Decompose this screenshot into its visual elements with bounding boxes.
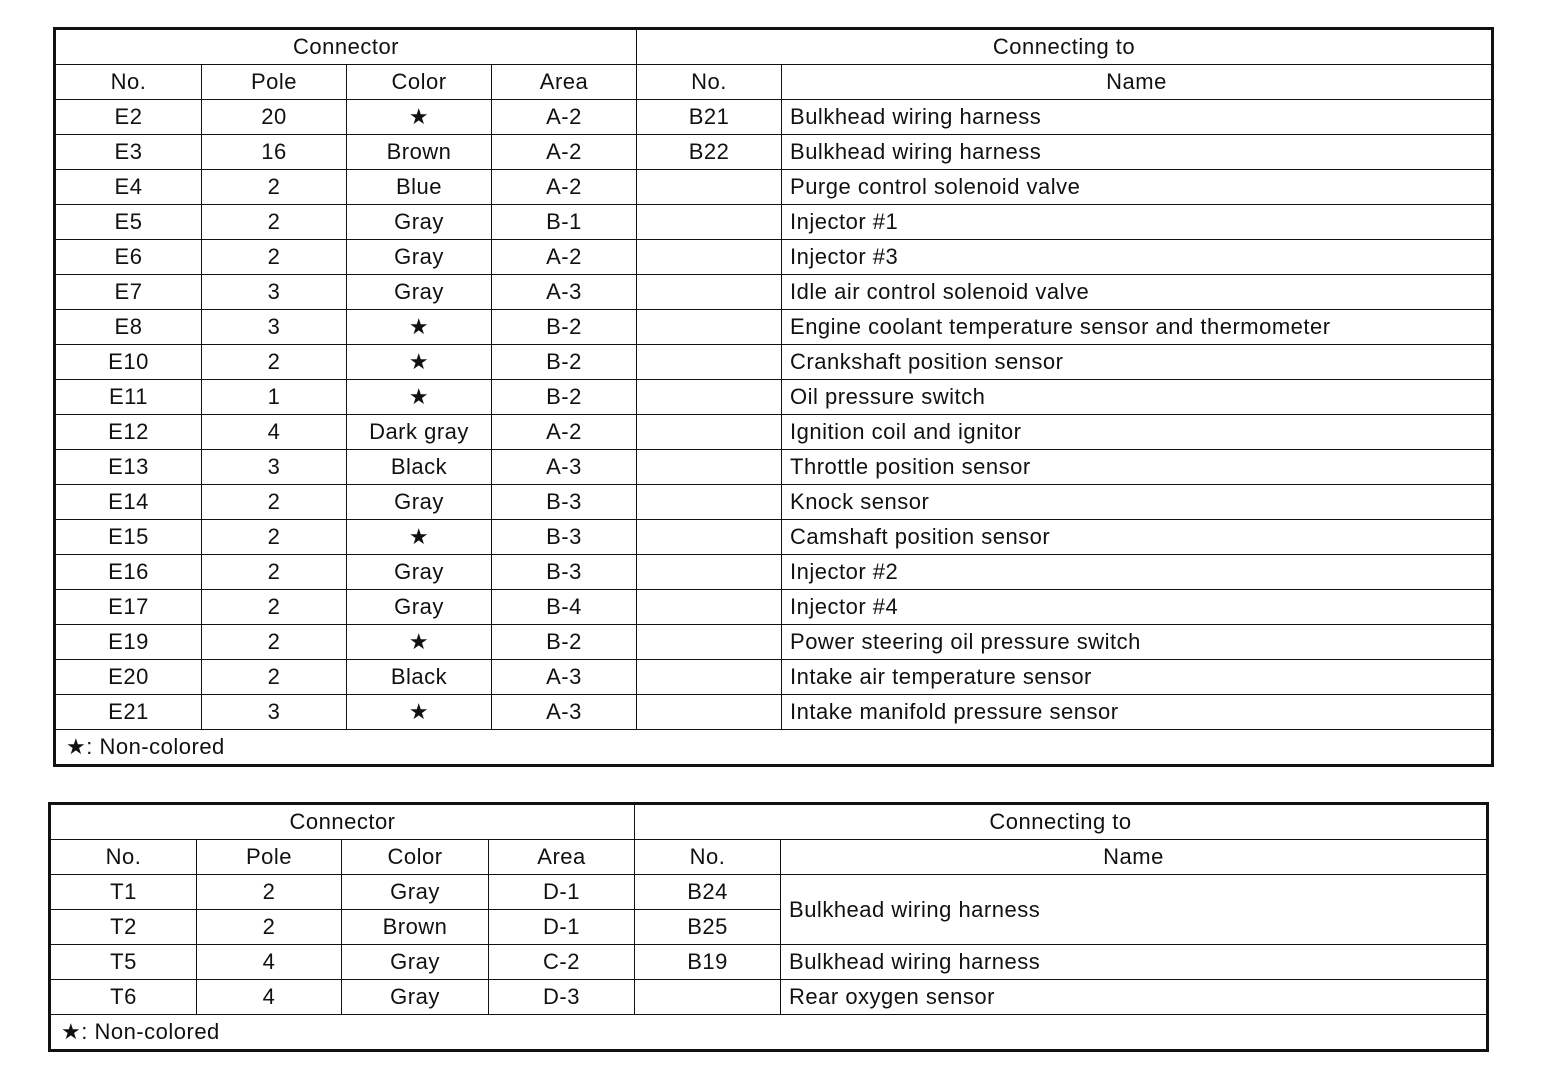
connector-color: Gray xyxy=(347,555,492,590)
table-row xyxy=(55,275,1493,310)
connector-color: Gray xyxy=(347,240,492,275)
area: A-2 xyxy=(492,240,637,275)
area: D-3 xyxy=(489,980,635,1015)
table-row xyxy=(55,170,1493,205)
connector-color: Gray xyxy=(347,590,492,625)
connecting-name: Bulkhead wiring harness xyxy=(781,875,1488,945)
connecting-no xyxy=(635,980,781,1015)
area: D-1 xyxy=(489,875,635,910)
table-row xyxy=(50,875,1488,910)
connecting-no xyxy=(637,345,782,380)
connector-no: E2 xyxy=(55,100,202,135)
connector-color: Brown xyxy=(342,910,489,945)
conn-no-header: No. xyxy=(635,840,781,875)
area: B-3 xyxy=(492,555,637,590)
area: A-2 xyxy=(492,100,637,135)
table-row xyxy=(55,625,1493,660)
table-row xyxy=(50,945,1488,980)
connecting-to-header: Connecting to xyxy=(637,29,1493,65)
area: A-3 xyxy=(492,275,637,310)
connector-no: E8 xyxy=(55,310,202,345)
connecting-name: Throttle position sensor xyxy=(782,450,1493,485)
table-row xyxy=(55,695,1493,730)
connector-no: T1 xyxy=(50,875,197,910)
connector-no: E21 xyxy=(55,695,202,730)
connecting-no: B25 xyxy=(635,910,781,945)
connecting-name: Bulkhead wiring harness xyxy=(782,100,1493,135)
connector-no: E3 xyxy=(55,135,202,170)
non-colored-note: ★: Non-colored xyxy=(50,1015,1488,1051)
connector-table-t xyxy=(48,802,1489,1052)
no-header: No. xyxy=(50,840,197,875)
pole-count: 4 xyxy=(202,415,347,450)
table-row xyxy=(50,980,1488,1015)
connecting-name: Ignition coil and ignitor xyxy=(782,415,1493,450)
pole-count: 3 xyxy=(202,310,347,345)
table-row xyxy=(55,135,1493,170)
table-row xyxy=(55,590,1493,625)
connecting-no xyxy=(637,275,782,310)
connecting-no xyxy=(637,485,782,520)
connector-color: Black xyxy=(347,450,492,485)
pole-count: 2 xyxy=(202,485,347,520)
connecting-no xyxy=(637,310,782,345)
connecting-no xyxy=(637,415,782,450)
non-colored-note: ★: Non-colored xyxy=(55,730,1493,766)
connecting-name: Purge control solenoid valve xyxy=(782,170,1493,205)
connector-color: ★ xyxy=(347,380,492,415)
table-row xyxy=(55,660,1493,695)
connector-color: ★ xyxy=(347,520,492,555)
connecting-no xyxy=(637,555,782,590)
area-header: Area xyxy=(492,65,637,100)
connector-no: T6 xyxy=(50,980,197,1015)
connector-no: E20 xyxy=(55,660,202,695)
pole-count: 3 xyxy=(202,450,347,485)
connector-no: T2 xyxy=(50,910,197,945)
connecting-name: Knock sensor xyxy=(782,485,1493,520)
connecting-no xyxy=(637,240,782,275)
connecting-name: Engine coolant temperature sensor and thermometer xyxy=(782,310,1493,345)
connecting-no: B21 xyxy=(637,100,782,135)
connecting-name: Bulkhead wiring harness xyxy=(781,945,1488,980)
area: B-2 xyxy=(492,380,637,415)
connecting-name: Oil pressure switch xyxy=(782,380,1493,415)
connector-color: Dark gray xyxy=(347,415,492,450)
table-row xyxy=(55,520,1493,555)
connecting-no xyxy=(637,520,782,555)
no-header: No. xyxy=(55,65,202,100)
connector-color: Gray xyxy=(342,875,489,910)
connecting-name: Idle air control solenoid valve xyxy=(782,275,1493,310)
table-row xyxy=(55,100,1493,135)
connecting-no xyxy=(637,170,782,205)
area: C-2 xyxy=(489,945,635,980)
connecting-no xyxy=(637,590,782,625)
color-header: Color xyxy=(342,840,489,875)
connecting-name: Power steering oil pressure switch xyxy=(782,625,1493,660)
color-header: Color xyxy=(347,65,492,100)
table-row xyxy=(55,380,1493,415)
connector-color: ★ xyxy=(347,310,492,345)
connecting-no: B19 xyxy=(635,945,781,980)
pole-count: 2 xyxy=(197,875,342,910)
pole-count: 2 xyxy=(197,910,342,945)
area: A-3 xyxy=(492,695,637,730)
area: D-1 xyxy=(489,910,635,945)
connector-color: Gray xyxy=(342,945,489,980)
connector-color: ★ xyxy=(347,695,492,730)
connecting-name: Injector #3 xyxy=(782,240,1493,275)
connecting-name: Injector #4 xyxy=(782,590,1493,625)
pole-count: 4 xyxy=(197,945,342,980)
connector-header: Connector xyxy=(55,29,637,65)
connecting-name: Crankshaft position sensor xyxy=(782,345,1493,380)
area: B-2 xyxy=(492,345,637,380)
connecting-name: Bulkhead wiring harness xyxy=(782,135,1493,170)
connector-no: E5 xyxy=(55,205,202,240)
connector-no: E14 xyxy=(55,485,202,520)
area: A-2 xyxy=(492,135,637,170)
pole-count: 2 xyxy=(202,170,347,205)
connector-no: E12 xyxy=(55,415,202,450)
pole-count: 1 xyxy=(202,380,347,415)
connecting-no: B22 xyxy=(637,135,782,170)
pole-count: 3 xyxy=(202,695,347,730)
pole-count: 4 xyxy=(197,980,342,1015)
pole-count: 3 xyxy=(202,275,347,310)
connecting-name: Injector #2 xyxy=(782,555,1493,590)
pole-count: 2 xyxy=(202,590,347,625)
connector-color: Gray xyxy=(347,485,492,520)
name-header: Name xyxy=(781,840,1488,875)
connector-no: E4 xyxy=(55,170,202,205)
connecting-no xyxy=(637,625,782,660)
connecting-name: Rear oxygen sensor xyxy=(781,980,1488,1015)
connector-color: Black xyxy=(347,660,492,695)
connector-no: E7 xyxy=(55,275,202,310)
pole-count: 2 xyxy=(202,625,347,660)
connecting-name: Camshaft position sensor xyxy=(782,520,1493,555)
connector-no: E10 xyxy=(55,345,202,380)
connecting-no xyxy=(637,205,782,240)
connector-color: Gray xyxy=(342,980,489,1015)
area: B-1 xyxy=(492,205,637,240)
connector-color: Gray xyxy=(347,275,492,310)
table-row xyxy=(55,485,1493,520)
connector-no: E13 xyxy=(55,450,202,485)
table-row xyxy=(55,450,1493,485)
connector-no: T5 xyxy=(50,945,197,980)
pole-count: 2 xyxy=(202,205,347,240)
connector-color: ★ xyxy=(347,625,492,660)
connecting-no xyxy=(637,660,782,695)
name-header: Name xyxy=(782,65,1493,100)
connector-color: Blue xyxy=(347,170,492,205)
pole-count: 2 xyxy=(202,660,347,695)
area: B-2 xyxy=(492,310,637,345)
table-row xyxy=(55,205,1493,240)
area: A-2 xyxy=(492,415,637,450)
connecting-name: Injector #1 xyxy=(782,205,1493,240)
connecting-name: Intake air temperature sensor xyxy=(782,660,1493,695)
connector-table-e xyxy=(53,27,1494,767)
connecting-to-header: Connecting to xyxy=(635,804,1488,840)
table-row xyxy=(55,310,1493,345)
connecting-name: Intake manifold pressure sensor xyxy=(782,695,1493,730)
area: B-3 xyxy=(492,520,637,555)
pole-count: 2 xyxy=(202,240,347,275)
connecting-no xyxy=(637,380,782,415)
table-row xyxy=(55,555,1493,590)
area: B-2 xyxy=(492,625,637,660)
pole-header: Pole xyxy=(197,840,342,875)
area: B-3 xyxy=(492,485,637,520)
area: B-4 xyxy=(492,590,637,625)
pole-count: 20 xyxy=(202,100,347,135)
area: A-3 xyxy=(492,660,637,695)
connecting-no xyxy=(637,450,782,485)
pole-count: 2 xyxy=(202,555,347,590)
area: A-3 xyxy=(492,450,637,485)
connector-no: E11 xyxy=(55,380,202,415)
connector-color: ★ xyxy=(347,100,492,135)
table-row xyxy=(55,345,1493,380)
connector-no: E6 xyxy=(55,240,202,275)
connector-header: Connector xyxy=(50,804,635,840)
pole-count: 2 xyxy=(202,520,347,555)
area: A-2 xyxy=(492,170,637,205)
connector-no: E15 xyxy=(55,520,202,555)
connecting-no xyxy=(637,695,782,730)
connecting-no: B24 xyxy=(635,875,781,910)
connector-no: E17 xyxy=(55,590,202,625)
connector-color: ★ xyxy=(347,345,492,380)
pole-count: 2 xyxy=(202,345,347,380)
connector-color: Gray xyxy=(347,205,492,240)
connector-no: E16 xyxy=(55,555,202,590)
table-row xyxy=(55,240,1493,275)
connector-no: E19 xyxy=(55,625,202,660)
table-row xyxy=(55,415,1493,450)
area-header: Area xyxy=(489,840,635,875)
pole-count: 16 xyxy=(202,135,347,170)
connector-color: Brown xyxy=(347,135,492,170)
pole-header: Pole xyxy=(202,65,347,100)
conn-no-header: No. xyxy=(637,65,782,100)
